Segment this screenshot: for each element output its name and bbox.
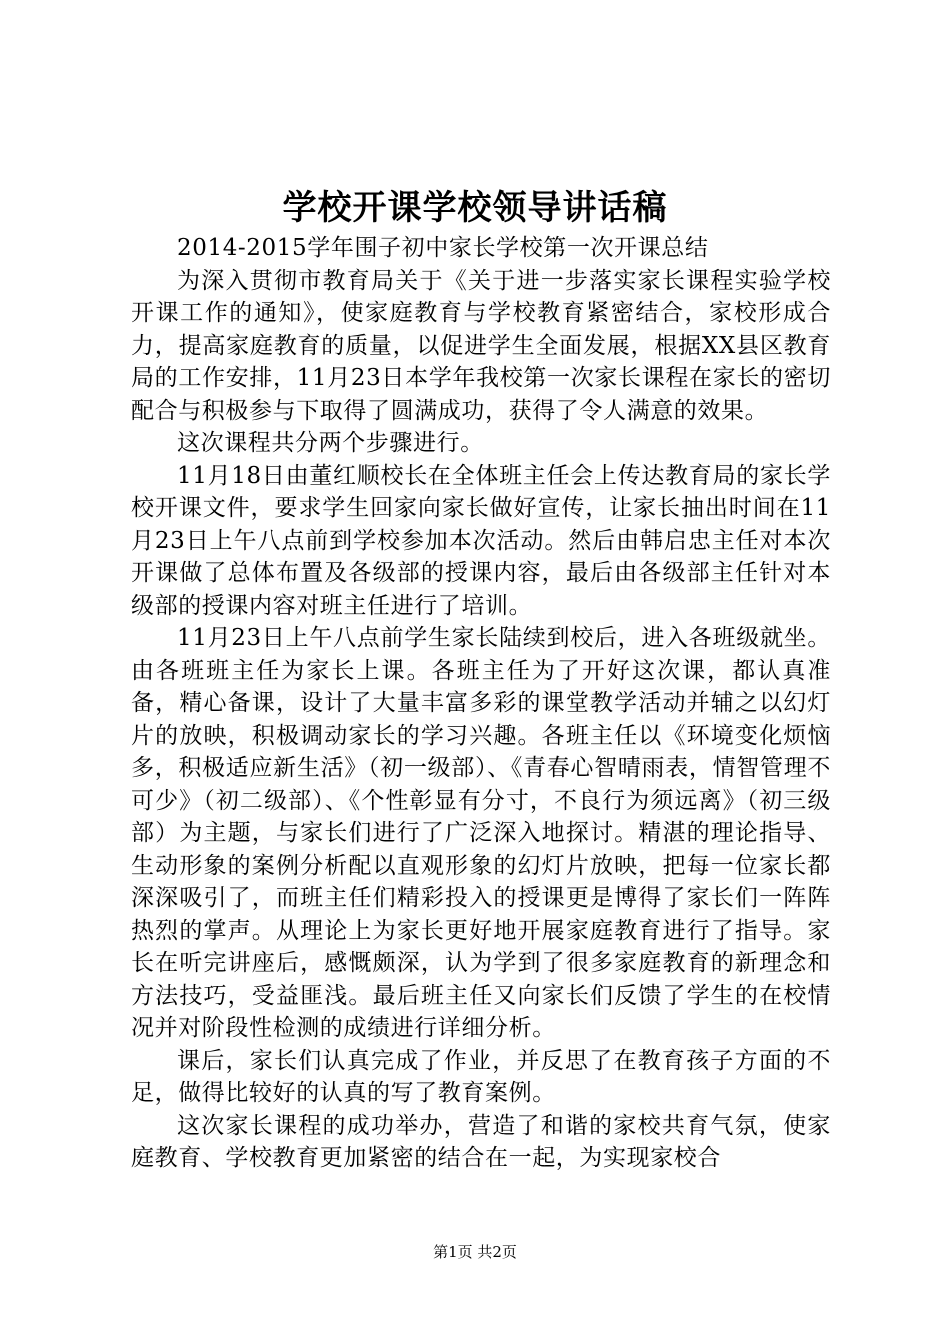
- body-paragraph: 11月23日上午八点前学生家长陆续到校后，进入各班级就坐。由各班班主任为家长上课。各班主任为了开好这次课，都认真准备，精心备课，设计了大量丰富多彩的课堂教学活动并辅之以幻灯片的放映，积极调动家长的学习兴趣。各班主任以《环境变化烦恼多，积极适应新生活》（初一级部）、《青春心智晴雨表，情智管理不可少》（初二级部）、《个性彰显有分寸，不良行为须远离》（初三级部）为主题，与家长们进行了广泛深入地探讨。精湛的理论指导、生动形象的案例分析配以直观形象的幻灯片放映，把每一位家长都深深吸引了，而班主任们精彩投入的授课更是博得了家长们一阵阵热烈的掌声。从理论上为家长更好地开展家庭教育进行了指导。家长在听完讲座后，感慨颇深，认为学到了很多家庭教育的新理念和方法技巧，受益匪浅。最后班主任又向家长们反馈了学生的在校情况并对阶段性检测的成绩进行详细分析。: [131, 625, 831, 1041]
- body-paragraph: 11月18日由董红顺校长在全体班主任会上传达教育局的家长学校开课文件，要求学生回家向家长做好宣传，让家长抽出时间在11月23日上午八点前到学校参加本次活动。然后由韩启忠主任对本次开课做了总体布置及各级部的授课内容，最后由各级部主任针对本级部的授课内容对班主任进行了培训。: [131, 462, 831, 619]
- page-footer: 第1页 共2页: [433, 1243, 517, 1261]
- document-title: 学校开课学校领导讲话稿: [282, 188, 668, 228]
- body-paragraph: 课后，家长们认真完成了作业，并反思了在教育孩子方面的不足，做得比较好的认真的写了教育案例。: [131, 1047, 831, 1106]
- body-paragraph: 这次家长课程的成功举办，营造了和谐的家校共育气氛，使家庭教育、学校教育更加紧密的结合在一起，为实现家校合: [131, 1112, 831, 1171]
- document-body: [131, 232, 831, 1175]
- body-paragraph: 这次课程共分两个步骤进行。: [177, 430, 484, 456]
- body-paragraph: 为深入贯彻市教育局关于《关于进一步落实家长课程实验学校开课工作的通知》，使家庭教育与学校教育紧密结合，家校形成合力，提高家庭教育的质量，以促进学生全面发展，根据XX县区教育局的工作安排，11月23日本学年我校第一次家长课程在家长的密切配合与积极参与下取得了圆满成功，获得了令人满意的效果。: [131, 267, 831, 424]
- subtitle-paragraph: 2014-2015学年围子初中家长学校第一次开课总结: [177, 235, 709, 261]
